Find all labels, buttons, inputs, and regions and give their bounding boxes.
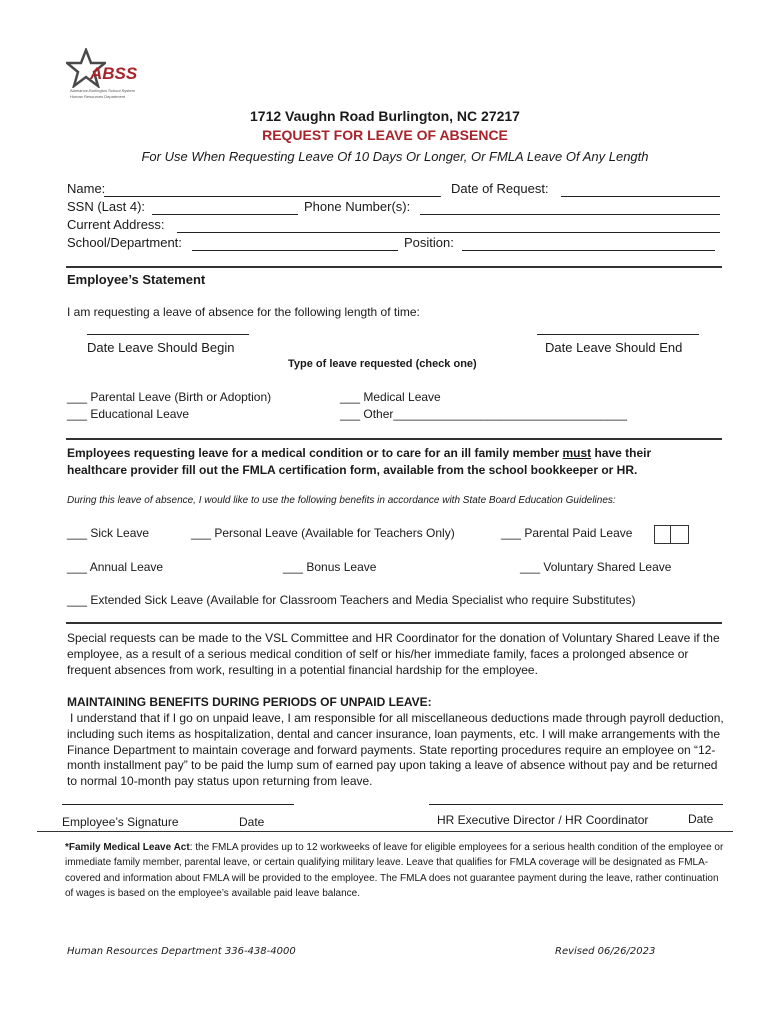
date-end-label: Date Leave Should End: [545, 340, 683, 355]
fmla-text: [65, 840, 727, 901]
address: 1712 Vaughn Road Burlington, NC 27217: [250, 108, 520, 124]
footer-revised: Revised 06/26/2023: [555, 946, 656, 957]
phone-label: Phone Number(s):: [304, 199, 411, 214]
bonus-leave-option[interactable]: ___ Bonus Leave: [283, 560, 377, 574]
medical-notice: [67, 445, 707, 479]
name-label: Name:: [67, 181, 106, 196]
special-requests: Special requests can be made to the VSL Committee and HR Coordinator for the donation of Voluntary Shared Leave if the employee, as a result of a serious medical condition of self or his/her immediate family, faces a prolonged absence or frequent absences from work, resulting in a potential financial hardship for the employee.: [67, 631, 720, 677]
personal-leave-option[interactable]: ___ Personal Leave (Available for Teachers Only): [191, 526, 455, 540]
fmla-body: : the FMLA provides up to 12 workweeks of leave for eligible employees for a serious health condition of the employee or immediate family member, parental leave, or certain qualifying military leave. Leave that qualifies for FMLA coverage will be designated as FMLA-covered and information about FMLA will be provided to the employee. The FMLA does not guarantee payment during the leave, rather continuation of wages is based on the employee’s available paid leave balance.: [65, 842, 724, 899]
parental-paid-leave-option[interactable]: ___ Parental Paid Leave: [501, 526, 633, 540]
hr-signature-label: HR Executive Director / HR Coordinator: [437, 813, 649, 827]
other-leave-option[interactable]: ___ Other___________________________________: [340, 407, 627, 421]
page-subtitle: For Use When Requesting Leave Of 10 Days Or Longer, Or FMLA Leave Of Any Length: [141, 149, 649, 164]
checkbox[interactable]: [670, 525, 689, 544]
divider: [66, 438, 722, 440]
ssn-label: SSN (Last 4):: [67, 199, 146, 214]
type-heading: Type of leave requested (check one): [288, 358, 477, 370]
date-of-request-label: Date of Request:: [451, 181, 549, 196]
position-label: Position:: [404, 235, 454, 250]
position-field[interactable]: [462, 250, 715, 251]
checkbox[interactable]: [654, 525, 671, 544]
logo-subtitle-2: Human Resources Department: [70, 94, 126, 99]
statement-heading: Employee’s Statement: [67, 272, 206, 287]
logo-text: ABSS: [90, 64, 138, 83]
address-field[interactable]: [177, 232, 720, 233]
parental-leave-option[interactable]: ___ Parental Leave (Birth or Adoption): [67, 390, 272, 404]
benefits-intro: During this leave of absence, I would like to use the following benefits in accordance with State Board Education Guidelines:: [67, 495, 616, 506]
address-label: Current Address:: [67, 217, 165, 232]
hr-signature-field[interactable]: [429, 804, 723, 805]
extended-sick-leave-option[interactable]: ___ Extended Sick Leave (Available for Classroom Teachers and Media Specialist who require Substitutes): [67, 593, 636, 607]
name-field[interactable]: [104, 196, 441, 197]
voluntary-shared-leave-option[interactable]: ___ Voluntary Shared Leave: [520, 560, 672, 574]
fmla-label: *Family Medical Leave Act: [65, 842, 190, 853]
statement-intro: I am requesting a leave of absence for the following length of time:: [67, 305, 420, 319]
educational-leave-option[interactable]: ___ Educational Leave: [67, 407, 190, 421]
school-label: School/Department:: [67, 235, 182, 250]
date-end-field[interactable]: [537, 334, 699, 335]
date-of-request-field[interactable]: [561, 196, 720, 197]
medical-notice-text-2: have their healthcare provider fill out the FMLA certification form, available from the school bookkeeper or HR.: [67, 446, 652, 477]
page-title: REQUEST FOR LEAVE OF ABSENCE: [262, 127, 508, 143]
logo: [64, 48, 142, 104]
annual-leave-option[interactable]: ___ Annual Leave: [67, 560, 164, 574]
date-label: Date: [239, 815, 265, 829]
employee-signature-field[interactable]: [62, 804, 294, 805]
medical-notice-text: Employees requesting leave for a medical condition or to care for an ill family member: [67, 446, 563, 460]
date-begin-field[interactable]: [87, 334, 249, 335]
date-begin-label: Date Leave Should Begin: [87, 340, 235, 355]
ssn-field[interactable]: [152, 214, 298, 215]
phone-field[interactable]: [420, 214, 720, 215]
maintaining-body: I understand that if I go on unpaid leave, I am responsible for all miscellaneous deductions made through payroll deduction, including such items as hospitalization, dental and cancer insurance, loan payments, etc. I will make arrangements with the Finance Department to maintain coverage and forward payments. State reporting procedures require an employee on “12-month installment pay” to be paid the lump sum of earned pay upon taking a leave of absence without pay and be returned to normal 10-month pay status upon returning from leave.: [67, 711, 724, 789]
employee-signature-label: Employee’s Signature: [62, 815, 179, 829]
medical-leave-option[interactable]: ___ Medical Leave: [340, 390, 441, 404]
medical-notice-must: must: [562, 446, 592, 460]
divider: [66, 622, 722, 624]
divider: [66, 266, 722, 268]
footer-department: Human Resources Department 336-438-4000: [67, 946, 296, 957]
logo-subtitle: Alamance-Burlington School System: [70, 88, 135, 93]
maintaining-heading: MAINTAINING BENEFITS DURING PERIODS OF UNPAID LEAVE:: [67, 695, 432, 709]
fmla-box: [37, 831, 733, 900]
date-label: Date: [688, 812, 714, 826]
sick-leave-option[interactable]: ___ Sick Leave: [67, 526, 150, 540]
school-field[interactable]: [192, 250, 398, 251]
